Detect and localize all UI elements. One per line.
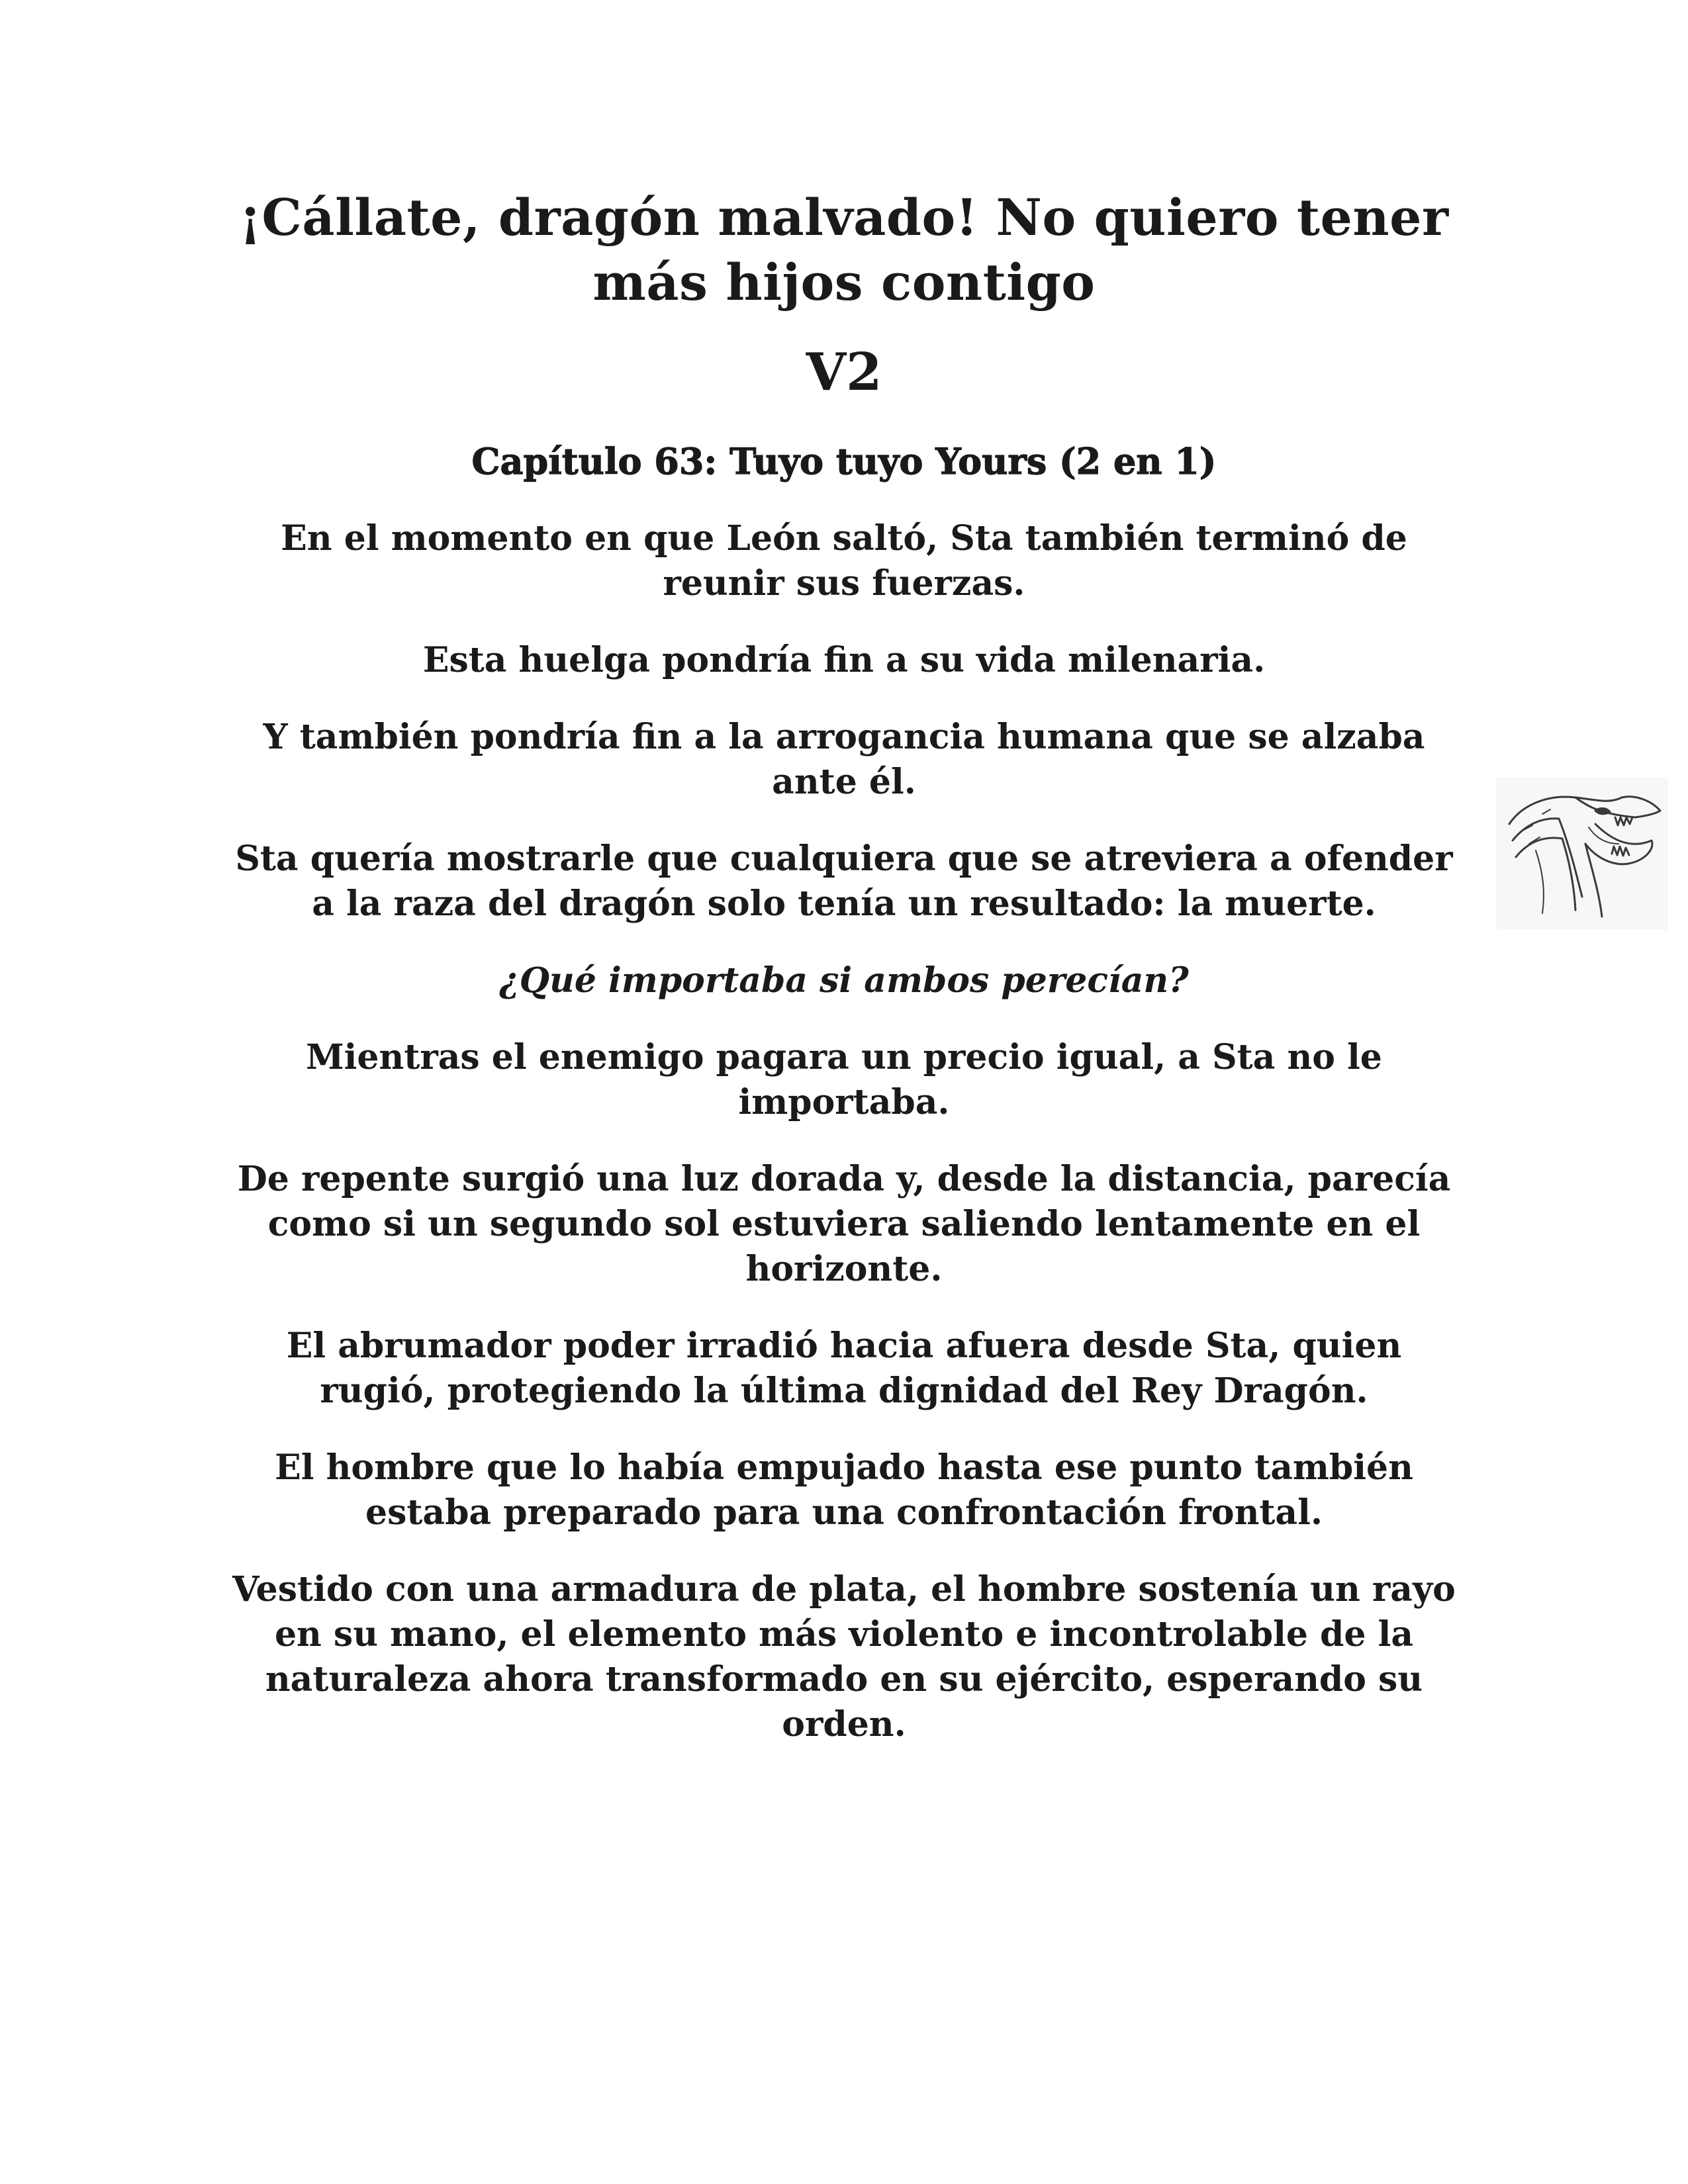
paragraph: Sta quería mostrarle que cualquiera que se atreviera a ofender a la raza del dragón solo tenía un resultado: la muerte.: [235, 839, 1453, 924]
paragraph: El abrumador poder irradió hacia afuera desde Sta, quien rugió, protegiendo la última dignidad del Rey Dragón.: [286, 1326, 1402, 1411]
dragon-head-icon: [1496, 778, 1668, 930]
volume-label: V2: [806, 342, 882, 402]
paragraph: De repente surgió una luz dorada y, desde la distancia, parecía como si un segundo sol estuviera saliendo lentamente en el horizonte.: [237, 1159, 1451, 1289]
paragraph: Esta huelga pondría fin a su vida milenaria.: [422, 640, 1266, 680]
paragraph: El hombre que lo había empujado hasta ese punto también estaba preparado para una confrontación frontal.: [275, 1447, 1413, 1533]
paragraph: En el momento en que León saltó, Sta también terminó de reunir sus fuerzas.: [281, 518, 1407, 604]
paragraph: Y también pondría fin a la arrogancia humana que se alzaba ante él.: [263, 717, 1425, 802]
paragraph: Mientras el enemigo pagara un precio igual, a Sta no le importaba.: [306, 1037, 1382, 1122]
title-line-1: ¡Cállate, dragón malvado! No quiero tener: [239, 188, 1449, 247]
paragraph-italic: ¿Qué importaba si ambos perecían?: [499, 960, 1189, 1001]
chapter-heading: Capítulo 63: Tuyo tuyo Yours (2 en 1): [471, 440, 1217, 482]
document-page: [225, 185, 1463, 1747]
paragraph: Vestido con una armadura de plata, el hombre sostenía un rayo en su mano, el elemento más violento e incontrolable de la naturaleza ahora transformado en su ejército, esperando su orden.: [232, 1569, 1456, 1745]
document-title: [225, 185, 1463, 315]
title-line-2: más hijos contigo: [592, 253, 1096, 312]
